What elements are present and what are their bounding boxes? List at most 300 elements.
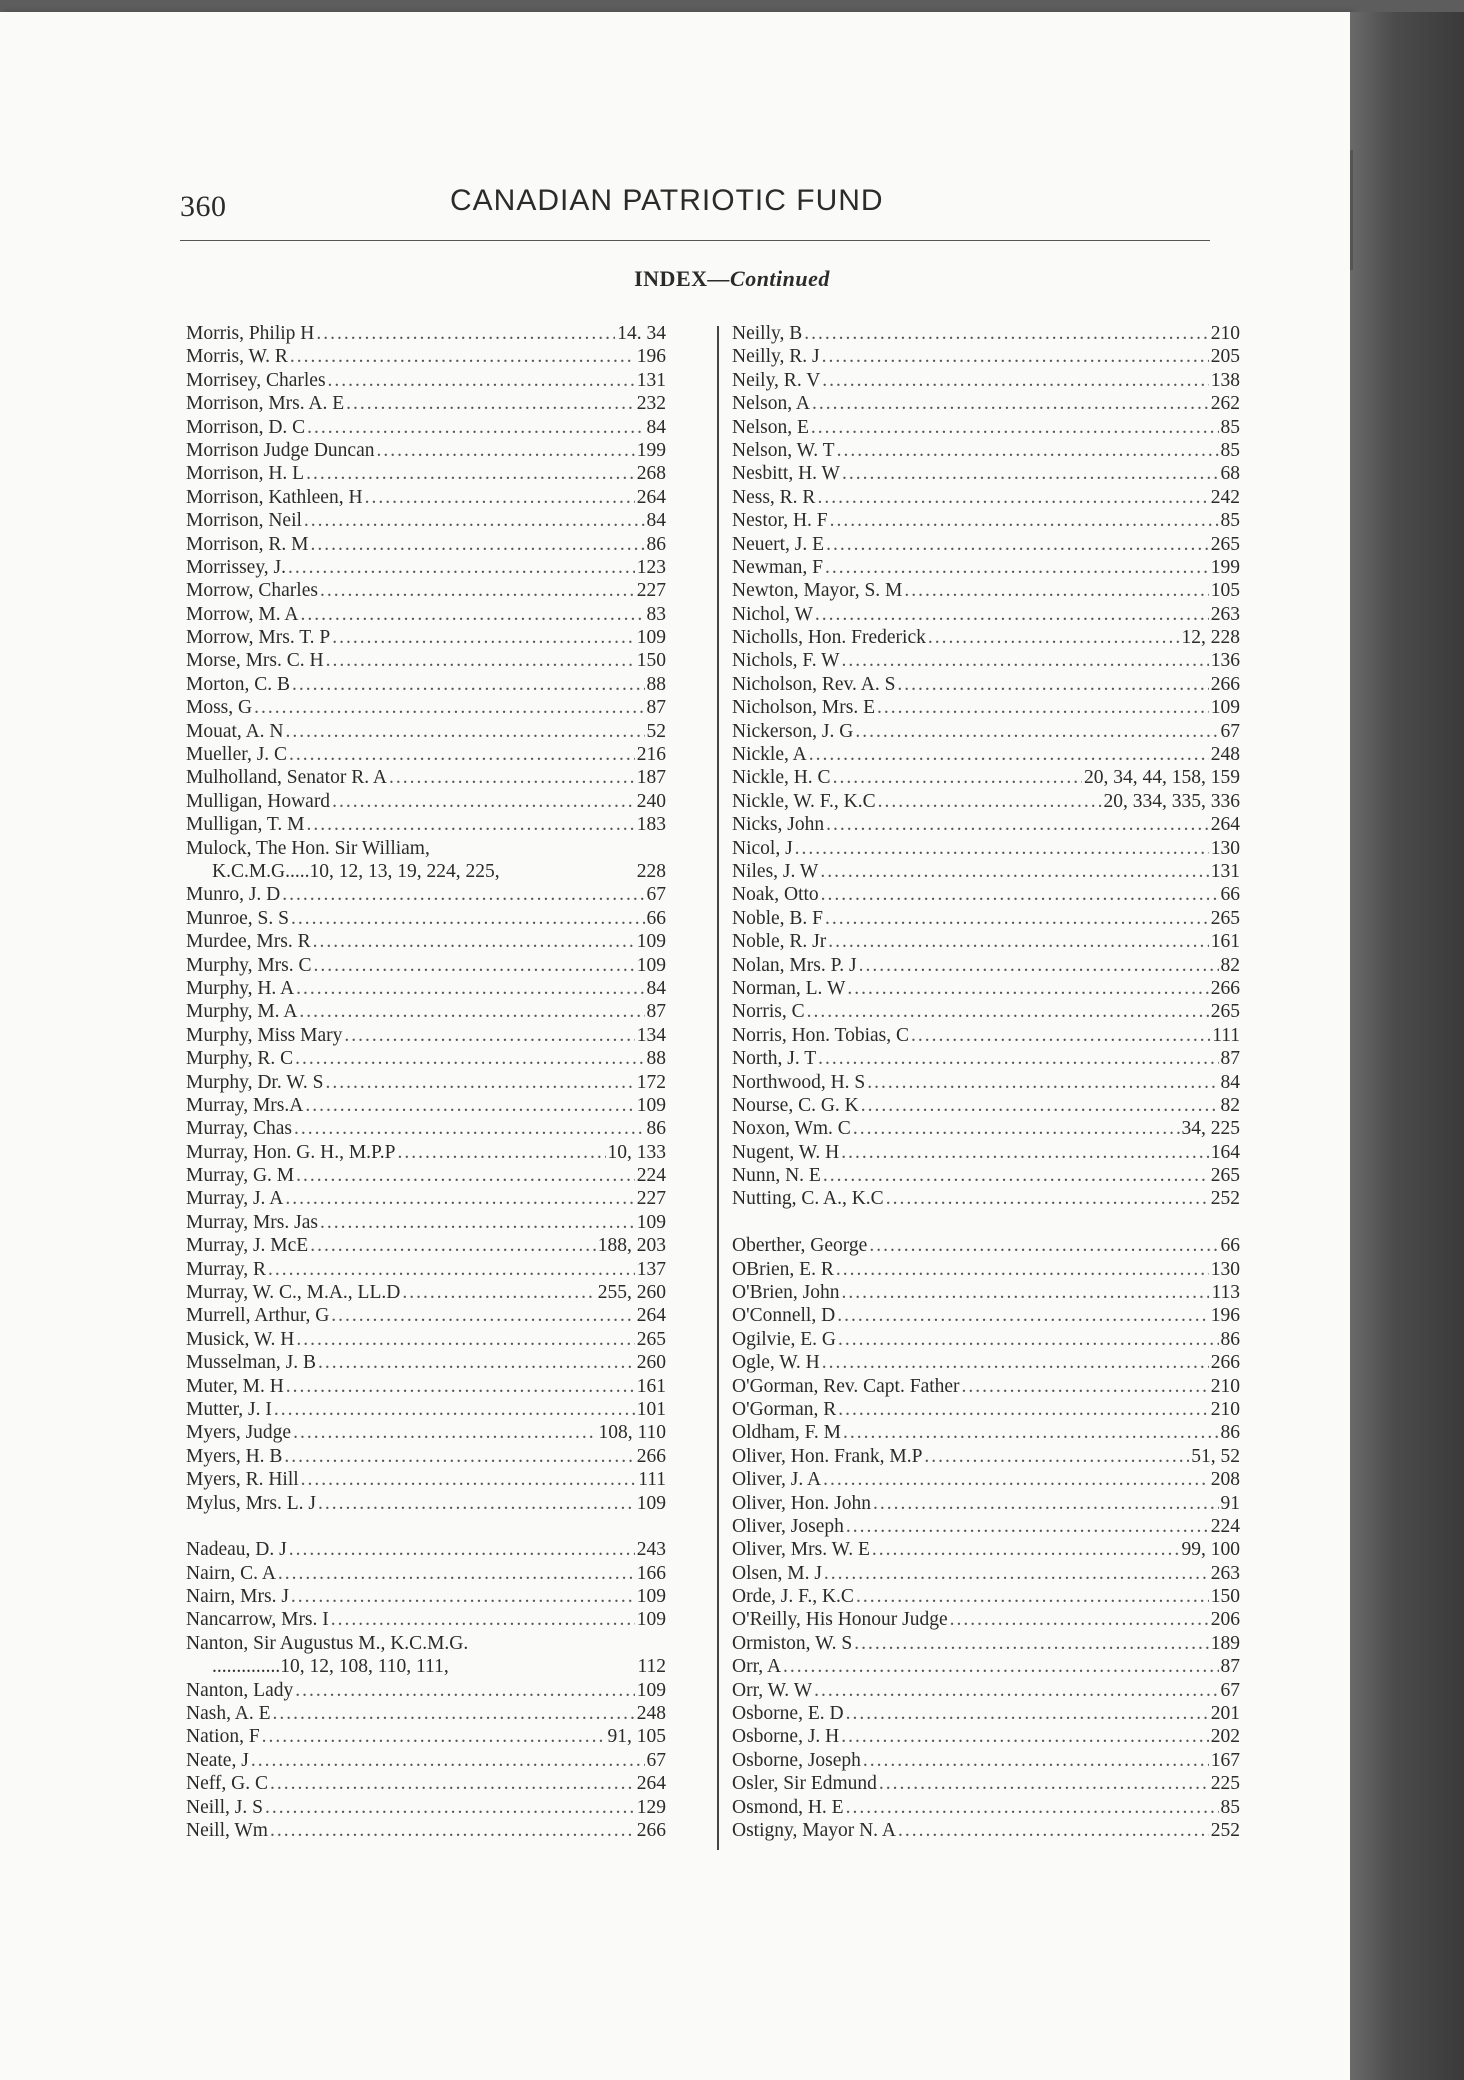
- dot-leader: [867, 1071, 1218, 1094]
- entry-pages: 87: [646, 1001, 666, 1023]
- entry-name: Mulock, The Hon. Sir William,: [186, 837, 430, 859]
- entry-name: Murphy, M. A: [186, 1001, 298, 1023]
- entry-pages: 91: [1220, 1492, 1240, 1514]
- index-entry: [186, 1819, 666, 1842]
- entry-pages: 83: [646, 603, 666, 625]
- index-entry: [186, 1281, 666, 1304]
- entry-pages: 252: [1210, 1820, 1240, 1841]
- index-entry: [186, 1796, 666, 1819]
- entry-pages: 167: [1210, 1749, 1240, 1771]
- entry-pages: 266: [1210, 673, 1240, 695]
- entry-pages: 266: [1210, 977, 1240, 999]
- entry-pages: 109: [636, 1679, 666, 1701]
- entry-name: Noak, Otto: [732, 884, 819, 906]
- dot-leader: [846, 1796, 1219, 1819]
- dot-leader: [838, 1398, 1208, 1421]
- section-gap: [186, 1515, 666, 1538]
- entry-pages: 265: [636, 1328, 666, 1350]
- dot-leader: [295, 1679, 635, 1702]
- entry-name: Mylus, Mrs. L. J: [186, 1492, 317, 1514]
- dot-leader: [838, 1328, 1219, 1351]
- dot-leader: [842, 462, 1219, 485]
- entry-pages: 84: [646, 510, 666, 532]
- index-entry: [186, 1375, 666, 1398]
- entry-pages: 87: [1220, 1656, 1240, 1678]
- dot-leader: [853, 1117, 1180, 1140]
- entry-name: Nash, A. E: [186, 1703, 271, 1725]
- index-entry: [186, 1702, 666, 1725]
- entry-name: Nelson, A: [732, 393, 810, 415]
- index-entry: [186, 1538, 666, 1561]
- index-entry: [186, 837, 666, 860]
- index-entry: [732, 1585, 1240, 1608]
- entry-pages: 129: [636, 1796, 666, 1818]
- entry-pages: 86: [646, 1118, 666, 1140]
- index-entry: [732, 1141, 1240, 1164]
- index-entry: [732, 1562, 1240, 1585]
- dot-leader: [817, 486, 1208, 509]
- dot-leader: [863, 1749, 1209, 1772]
- entry-name: Ness, R. R: [732, 486, 816, 508]
- entry-pages: 109: [636, 1609, 666, 1631]
- entry-name: Murray, Mrs.A: [186, 1094, 304, 1116]
- index-entry: [186, 1679, 666, 1702]
- dot-leader: [869, 1234, 1218, 1257]
- dot-leader: [814, 1679, 1218, 1702]
- entry-pages: 164: [1210, 1141, 1240, 1163]
- entry-pages: 12, 228: [1181, 627, 1240, 649]
- entry-name: Mutter, J. I: [186, 1398, 272, 1420]
- index-entry: [732, 1468, 1240, 1491]
- entry-pages: 84: [1220, 1071, 1240, 1093]
- dot-leader: [861, 1094, 1219, 1117]
- entry-pages: 87: [646, 697, 666, 719]
- entry-pages: 240: [636, 790, 666, 812]
- dot-leader: [295, 1047, 644, 1070]
- entry-pages: 227: [636, 580, 666, 602]
- entry-name: Nugent, W. H: [732, 1141, 840, 1163]
- index-entry: [732, 1258, 1240, 1281]
- entry-name: Murphy, H. A: [186, 977, 295, 999]
- dot-leader: [268, 1258, 635, 1281]
- dot-leader: [804, 322, 1209, 345]
- dot-leader: [830, 509, 1219, 532]
- entry-pages: 82: [1220, 954, 1240, 976]
- entry-name: Nickle, W. F., K.C: [732, 790, 876, 812]
- entry-name: Osmond, H. E: [732, 1796, 844, 1818]
- entry-name: Norris, C: [732, 1001, 805, 1023]
- index-entry: [732, 1702, 1240, 1725]
- index-entry: [186, 1562, 666, 1585]
- index-entry: [732, 369, 1240, 392]
- dot-leader: [812, 392, 1209, 415]
- entry-pages: 66: [646, 907, 666, 929]
- index-entry: [186, 416, 666, 439]
- entry-pages: 161: [636, 1375, 666, 1397]
- dot-leader: [897, 673, 1208, 696]
- index-entry: [186, 603, 666, 626]
- entry-name: Murphy, Mrs. C: [186, 954, 312, 976]
- dot-leader: [328, 369, 635, 392]
- entry-name: Neilly, B: [732, 323, 803, 344]
- dot-leader: [273, 1702, 635, 1725]
- entry-pages: 68: [1220, 463, 1240, 485]
- dot-leader: [262, 1725, 606, 1748]
- entry-name: Neily, R. V: [732, 369, 821, 391]
- index-entry: [186, 1655, 666, 1678]
- section-gap: [732, 1211, 1240, 1234]
- entry-name: Osborne, Joseph: [732, 1749, 861, 1771]
- entry-name: Nicholls, Hon. Frederick: [732, 627, 926, 649]
- index-entry: [732, 509, 1240, 532]
- dot-leader: [962, 1375, 1209, 1398]
- dot-leader: [842, 1281, 1210, 1304]
- entry-name: Murphy, Dr. W. S: [186, 1071, 324, 1093]
- index-entry: [186, 813, 666, 836]
- entry-pages: 228: [636, 860, 666, 882]
- dot-leader: [282, 883, 644, 906]
- index-entry: [186, 1164, 666, 1187]
- dot-leader: [820, 860, 1208, 883]
- entry-name: Nadeau, D. J: [186, 1539, 287, 1561]
- dot-leader: [291, 1585, 635, 1608]
- index-entry: [732, 392, 1240, 415]
- entry-pages: 172: [636, 1071, 666, 1093]
- entry-name: Osborne, E. D: [732, 1703, 844, 1725]
- entry-name: Nicholson, Mrs. E: [732, 697, 875, 719]
- index-entry: [732, 1117, 1240, 1140]
- dot-leader: [826, 533, 1209, 556]
- index-heading-suffix: —Continued: [707, 266, 830, 291]
- index-entry: [732, 649, 1240, 672]
- index-entry: [186, 1234, 666, 1257]
- index-entry: [732, 1655, 1240, 1678]
- index-entry: [186, 649, 666, 672]
- entry-pages: 109: [636, 627, 666, 649]
- entry-name: ..............10, 12, 108, 110, 111,: [212, 1656, 449, 1678]
- dot-leader: [837, 1304, 1209, 1327]
- dot-leader: [898, 1819, 1209, 1842]
- entry-pages: 85: [1220, 1796, 1240, 1818]
- dot-leader: [376, 439, 634, 462]
- dot-leader: [301, 603, 645, 626]
- entry-pages: 111: [638, 1469, 666, 1491]
- index-entry: [732, 930, 1240, 953]
- entry-pages: 130: [1210, 837, 1240, 859]
- dot-leader: [301, 1468, 637, 1491]
- entry-name: Murray, Hon. G. H., M.P.P: [186, 1141, 396, 1163]
- entry-name: Morrison, H. L: [186, 463, 305, 485]
- entry-pages: 67: [646, 1749, 666, 1771]
- dot-leader: [822, 1351, 1209, 1374]
- entry-pages: 161: [1210, 931, 1240, 953]
- page-number: 360: [180, 190, 227, 223]
- entry-name: Nicol, J: [732, 837, 793, 859]
- dot-leader: [320, 579, 635, 602]
- index-entry: [732, 603, 1240, 626]
- index-entry: [186, 1421, 666, 1444]
- dot-leader: [270, 1819, 635, 1842]
- index-column-right: [732, 322, 1240, 1842]
- dot-leader: [451, 1655, 636, 1678]
- index-entry: [186, 486, 666, 509]
- dot-leader: [332, 626, 634, 649]
- entry-pages: 137: [636, 1258, 666, 1280]
- entry-name: Ogle, W. H: [732, 1352, 820, 1374]
- dot-leader: [856, 1585, 1209, 1608]
- entry-pages: 210: [1210, 1375, 1240, 1397]
- index-entry: [186, 626, 666, 649]
- dot-leader: [924, 1445, 1189, 1468]
- entry-name: O'Brien, John: [732, 1282, 840, 1304]
- index-entry: [186, 509, 666, 532]
- entry-pages: 262: [1210, 393, 1240, 415]
- entry-pages: 112: [637, 1656, 666, 1678]
- entry-name: Morrison Judge Duncan: [186, 439, 375, 461]
- dot-leader: [841, 1725, 1209, 1748]
- entry-name: Munroe, S. S: [186, 907, 289, 929]
- entry-name: Morton, C. B: [186, 673, 291, 695]
- dot-leader: [286, 1375, 635, 1398]
- entry-name: Morris, W. R: [186, 346, 288, 368]
- entry-pages: 196: [636, 346, 666, 368]
- index-entry: [186, 1187, 666, 1210]
- entry-name: Oliver, Mrs. W. E: [732, 1539, 870, 1561]
- dot-leader: [807, 1000, 1209, 1023]
- entry-pages: 243: [636, 1539, 666, 1561]
- entry-pages: 67: [646, 884, 666, 906]
- entry-pages: 205: [1210, 346, 1240, 368]
- index-entry: [732, 1445, 1240, 1468]
- entry-pages: 265: [1210, 1001, 1240, 1023]
- entry-pages: 216: [636, 744, 666, 766]
- index-entry: [732, 1819, 1240, 1842]
- dot-leader: [307, 416, 644, 439]
- entry-pages: 51, 52: [1191, 1445, 1240, 1467]
- index-entry: [732, 416, 1240, 439]
- entry-pages: 109: [636, 1492, 666, 1514]
- entry-name: Morrison, Kathleen, H: [186, 486, 363, 508]
- entry-pages: 202: [1210, 1726, 1240, 1748]
- entry-name: Morrow, Charles: [186, 580, 318, 602]
- dot-leader: [314, 954, 635, 977]
- index-entry: [186, 930, 666, 953]
- dot-leader: [346, 392, 635, 415]
- index-entry: [732, 1187, 1240, 1210]
- dot-leader: [904, 579, 1208, 602]
- entry-name: Olsen, M. J: [732, 1562, 822, 1584]
- index-entry: [732, 1492, 1240, 1515]
- entry-name: Mueller, J. C: [186, 744, 288, 766]
- entry-name: Niles, J. W: [732, 860, 819, 882]
- dot-leader: [950, 1608, 1209, 1631]
- entry-pages: 84: [646, 977, 666, 999]
- entry-name: Norman, L. W: [732, 977, 846, 999]
- entry-name: Murray, Chas: [186, 1118, 292, 1140]
- entry-name: Newton, Mayor, S. M: [732, 580, 903, 602]
- entry-name: Nairn, Mrs. J: [186, 1586, 289, 1608]
- dot-leader: [251, 1749, 645, 1772]
- entry-pages: 52: [646, 720, 666, 742]
- index-entry: [732, 860, 1240, 883]
- entry-pages: 187: [636, 767, 666, 789]
- index-entry: [186, 1445, 666, 1468]
- entry-name: Nickle, H. C: [732, 767, 831, 789]
- dot-leader: [285, 1187, 634, 1210]
- entry-pages: 20, 34, 44, 158, 159: [1084, 767, 1240, 789]
- index-entry: [186, 1304, 666, 1327]
- entry-pages: 189: [1210, 1632, 1240, 1654]
- entry-name: Morrisey, Charles: [186, 369, 326, 391]
- dot-leader: [265, 1796, 635, 1819]
- entry-name: Morse, Mrs. C. H: [186, 650, 324, 672]
- entry-pages: 111: [1212, 1024, 1240, 1046]
- entry-name: Murray, W. C., M.A., LL.D: [186, 1282, 401, 1304]
- index-heading-label: INDEX: [634, 266, 708, 291]
- entry-name: Oliver, Hon. John: [732, 1492, 871, 1514]
- entry-name: Morrissey, J.: [186, 556, 287, 578]
- entry-pages: 109: [1210, 697, 1240, 719]
- dot-leader: [344, 1024, 634, 1047]
- index-entry: [732, 1725, 1240, 1748]
- entry-pages: 109: [636, 1094, 666, 1116]
- dot-leader: [310, 1234, 596, 1257]
- dot-leader: [254, 696, 644, 719]
- index-entry: [732, 1375, 1240, 1398]
- entry-pages: 196: [1210, 1305, 1240, 1327]
- entry-pages: 232: [636, 393, 666, 415]
- index-entry: [186, 1492, 666, 1515]
- index-entry: [732, 1071, 1240, 1094]
- entry-name: Nolan, Mrs. P. J: [732, 954, 857, 976]
- entry-pages: 84: [646, 416, 666, 438]
- dot-leader: [325, 1071, 634, 1094]
- entry-pages: 242: [1210, 486, 1240, 508]
- index-heading: [0, 266, 1464, 292]
- index-entry: [186, 462, 666, 485]
- index-entry: [186, 977, 666, 1000]
- entry-pages: 109: [636, 954, 666, 976]
- index-column-left: [186, 322, 666, 1842]
- entry-pages: 183: [636, 814, 666, 836]
- entry-name: Oliver, Joseph: [732, 1515, 844, 1537]
- entry-name: Nichols, F. W: [732, 650, 840, 672]
- entry-name: Nicks, John: [732, 814, 825, 836]
- dot-leader: [872, 1538, 1180, 1561]
- entry-name: Nunn, N. E: [732, 1165, 821, 1187]
- dot-leader: [502, 860, 635, 883]
- entry-pages: 91, 105: [607, 1726, 666, 1748]
- index-entry: [732, 1328, 1240, 1351]
- entry-pages: 225: [1210, 1773, 1240, 1795]
- index-entry: [732, 813, 1240, 836]
- index-entry: [186, 1725, 666, 1748]
- dot-leader: [318, 1351, 635, 1374]
- entry-pages: 85: [1220, 416, 1240, 438]
- index-entry: [732, 1749, 1240, 1772]
- entry-pages: 265: [1210, 907, 1240, 929]
- index-entry: [732, 533, 1240, 556]
- entry-pages: 14. 34: [617, 323, 666, 344]
- entry-pages: 113: [1211, 1282, 1240, 1304]
- entry-name: Moss, G: [186, 697, 253, 719]
- entry-pages: 266: [636, 1820, 666, 1841]
- entry-pages: 85: [1220, 510, 1240, 532]
- book-page-edge: [1350, 12, 1464, 2080]
- entry-name: Nanton, Sir Augustus M., K.C.M.G.: [186, 1632, 469, 1654]
- index-entry: [732, 1304, 1240, 1327]
- entry-name: Nutting, C. A., K.C: [732, 1188, 884, 1210]
- entry-name: Nesbitt, H. W: [732, 463, 840, 485]
- dot-leader: [305, 1094, 634, 1117]
- dot-leader: [270, 1772, 635, 1795]
- dot-leader: [928, 626, 1180, 649]
- entry-name: Nairn, C. A: [186, 1562, 276, 1584]
- entry-name: Norris, Hon. Tobias, C: [732, 1024, 910, 1046]
- index-entry: [732, 1796, 1240, 1819]
- entry-pages: 252: [1210, 1188, 1240, 1210]
- dot-leader: [833, 766, 1082, 789]
- index-entry: [732, 1351, 1240, 1374]
- entry-pages: 87: [1220, 1048, 1240, 1070]
- dot-leader: [855, 720, 1218, 743]
- dot-leader: [299, 1000, 644, 1023]
- index-entry: [186, 696, 666, 719]
- entry-name: Northwood, H. S: [732, 1071, 866, 1093]
- dot-leader: [843, 1421, 1219, 1444]
- dot-leader: [911, 1024, 1210, 1047]
- dot-leader: [274, 1398, 635, 1421]
- index-entry: [186, 883, 666, 906]
- column-divider: [717, 326, 719, 1850]
- entry-name: Morrison, Neil: [186, 510, 302, 532]
- entry-pages: 208: [1210, 1469, 1240, 1491]
- entry-name: O'Reilly, His Honour Judge: [732, 1609, 948, 1631]
- entry-name: Myers, H. B: [186, 1445, 283, 1467]
- dot-leader: [389, 766, 635, 789]
- entry-name: Murdee, Mrs. R: [186, 931, 311, 953]
- dot-leader: [289, 1538, 635, 1561]
- entry-pages: 248: [636, 1703, 666, 1725]
- index-entry: [732, 1772, 1240, 1795]
- dot-leader: [809, 743, 1209, 766]
- dot-leader: [402, 1281, 595, 1304]
- entry-name: Noble, B. F: [732, 907, 824, 929]
- entry-pages: 99, 100: [1181, 1539, 1240, 1561]
- dot-leader: [294, 1117, 645, 1140]
- entry-pages: 150: [1210, 1586, 1240, 1608]
- index-entry: [732, 1281, 1240, 1304]
- entry-pages: 265: [1210, 1165, 1240, 1187]
- entry-name: K.C.M.G.....10, 12, 13, 19, 224, 225,: [212, 860, 500, 882]
- dot-leader: [823, 1468, 1209, 1491]
- entry-pages: 108, 110: [598, 1422, 666, 1444]
- entry-pages: 265: [1210, 533, 1240, 555]
- index-entry: [732, 486, 1240, 509]
- dot-leader: [318, 1492, 635, 1515]
- entry-name: Nation, F: [186, 1726, 260, 1748]
- entry-name: Orde, J. F., K.C: [732, 1586, 854, 1608]
- entry-name: O'Gorman, R: [732, 1398, 837, 1420]
- scan-mark: [1350, 150, 1353, 270]
- running-title: CANADIAN PATRIOTIC FUND: [450, 184, 884, 217]
- dot-leader: [313, 930, 635, 953]
- index-entry: [186, 1608, 666, 1631]
- dot-leader: [846, 1515, 1209, 1538]
- entry-pages: 248: [1210, 744, 1240, 766]
- entry-name: Neill, Wm: [186, 1820, 268, 1841]
- entry-name: Nancarrow, Mrs. I: [186, 1609, 329, 1631]
